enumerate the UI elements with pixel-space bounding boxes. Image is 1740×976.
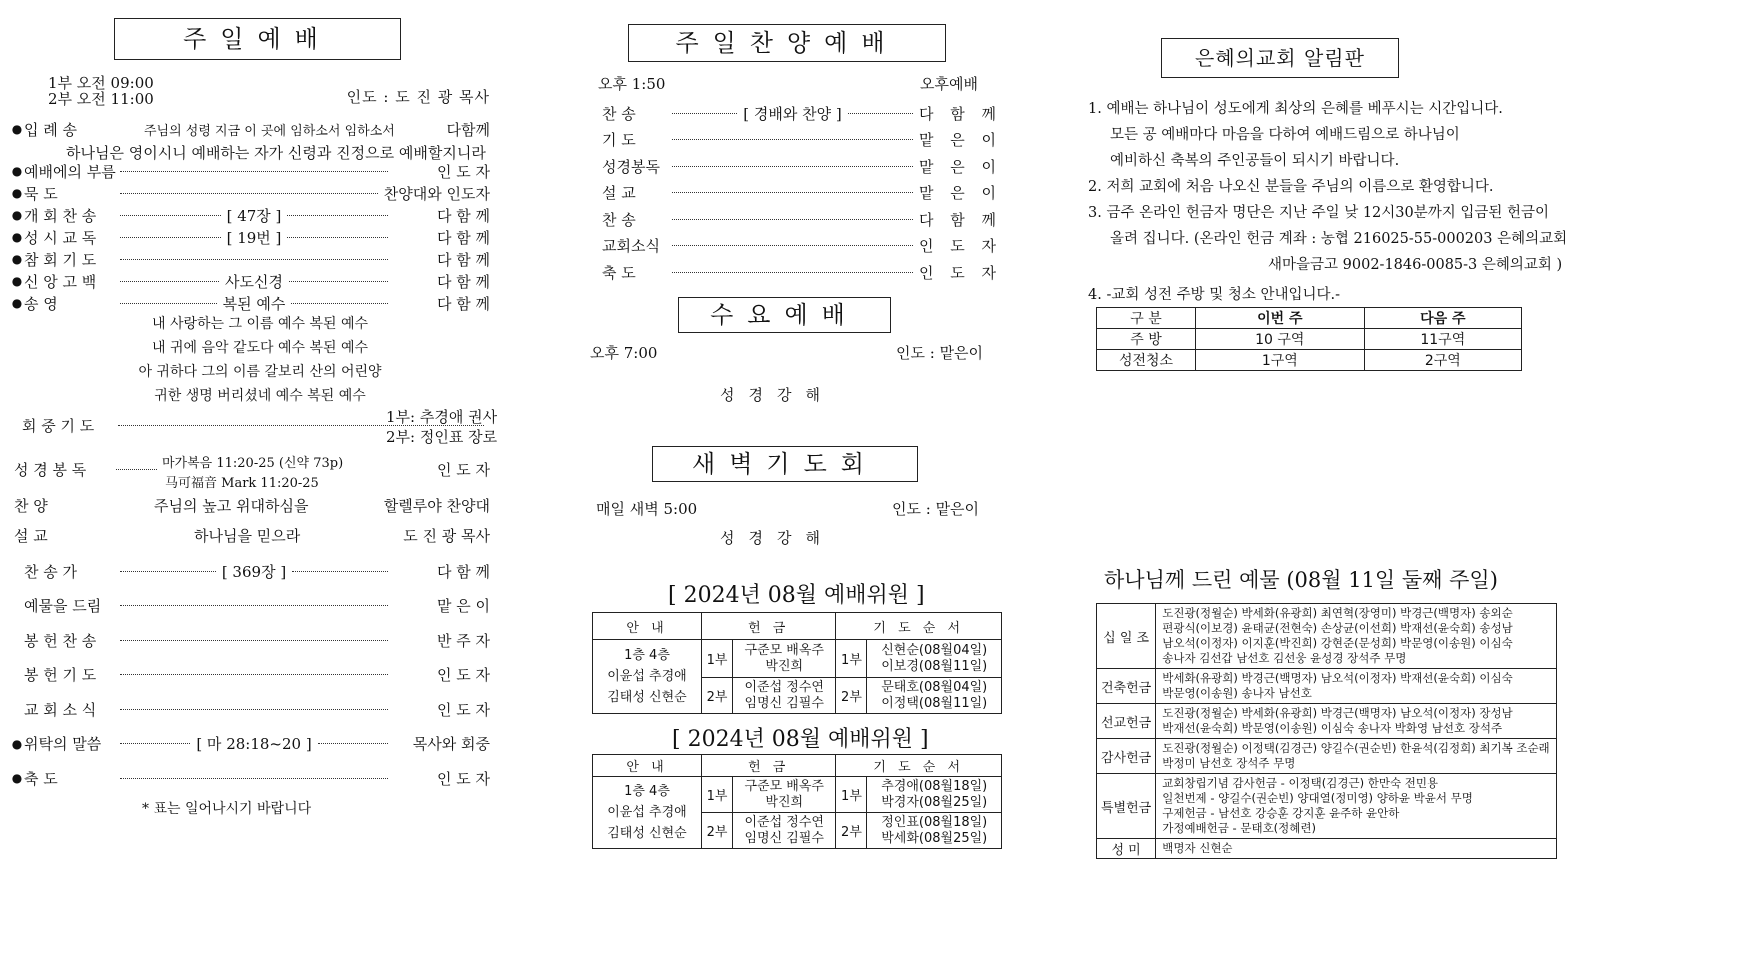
liturgy-who: 다 함 께	[437, 294, 491, 313]
leader-dots	[120, 743, 190, 744]
liturgy-label: 찬 송 가	[24, 562, 78, 581]
sermon-who: 도 진 광 목사	[403, 526, 490, 545]
liturgy-label: 송 영	[24, 294, 58, 313]
anthem-label: 찬 양	[14, 496, 48, 515]
liturgy-who: 다 함 께	[437, 206, 491, 225]
offering-line: 임명신 김필수	[744, 695, 824, 711]
offering-category: 특별헌금	[1097, 774, 1156, 839]
liturgy-who: 인 도 자	[436, 666, 490, 684]
offering-cell	[733, 777, 836, 813]
reading-who: 인 도 자	[436, 460, 490, 479]
prayer-cell	[867, 678, 1002, 714]
afternoon-who: 맡 은 이	[918, 184, 1002, 202]
cleaning-header-next-week: 다음 주	[1364, 308, 1521, 329]
offering-name-line: 남오석(이정자) 이지훈(박진희) 강현준(문성희) 박문영(이송원) 이심숙	[1162, 636, 1513, 650]
offering-row	[1097, 839, 1557, 859]
lyric-line: 내 사랑하는 그 이름 예수 복된 예수	[151, 316, 369, 332]
entrance-label: 입 례 송	[24, 120, 78, 139]
prayer-who-1: 1부: 추경애 권사	[386, 408, 498, 426]
leader-dots	[120, 171, 388, 172]
offering-line: 박진희	[765, 658, 804, 674]
guide-line: 김태성 신현순	[607, 826, 687, 841]
lyric-line: 귀한 생명 버리셨네 예수 복된 예수	[154, 388, 366, 404]
liturgy-who: 반 주 자	[436, 631, 490, 650]
prayer-cell	[867, 777, 1002, 813]
leader-dots	[287, 237, 388, 238]
afternoon-kind: 오후예배	[920, 75, 978, 93]
offering-line: 구준모 배옥주	[744, 642, 824, 658]
doxology-lyrics	[0, 312, 520, 408]
dawn-leader: 인도 : 맡은이	[892, 500, 980, 518]
afternoon-column	[580, 0, 1020, 976]
liturgy-who: 찬양대와 인도자	[383, 184, 490, 203]
wednesday-content: 성경강해	[720, 386, 834, 404]
guide-cell	[593, 777, 702, 849]
guide-line: 이윤섭 추경애	[607, 805, 687, 820]
liturgy-row	[10, 664, 490, 686]
cleaning-cell: 1구역	[1196, 350, 1365, 371]
part-cell: 2부	[836, 813, 867, 849]
offering-category: 성 미	[1097, 839, 1156, 859]
leader-dots	[291, 303, 388, 304]
leader-dots	[120, 215, 221, 216]
stand-marker: ●	[11, 186, 23, 200]
offering-names	[1156, 739, 1556, 774]
cleaning-cell: 11구역	[1364, 329, 1521, 350]
leader-dots	[848, 113, 913, 114]
offering-name-line: 송나자 김선갑 남선호 김선웅 윤성경 장석주 무명	[1162, 651, 1407, 665]
liturgy-label: 교 회 소 식	[24, 700, 97, 719]
liturgy-label: 개 회 찬 송	[24, 206, 97, 225]
liturgy-row	[10, 182, 490, 204]
stand-marker: ●	[11, 274, 23, 288]
offering-name-line: 백명자 신현순	[1162, 841, 1233, 855]
liturgy-row	[10, 226, 490, 248]
wednesday-title: 수요예배	[678, 297, 891, 333]
offering-name-line: 박정미 남선호 장석주 무명	[1162, 756, 1296, 770]
liturgy-list-2	[10, 560, 490, 790]
stand-marker: ●	[11, 122, 23, 136]
prayer-line: 추경애(08월18일)	[881, 778, 988, 794]
afternoon-label: 기 도	[602, 131, 636, 149]
leader-dots	[287, 215, 388, 216]
header-prayer: 기 도 순 서	[836, 755, 1002, 777]
entrance-hymn: 주님의 성령 지금 이 곳에 임하소서 임하소서	[144, 123, 395, 139]
sermon-label: 설 교	[14, 526, 48, 545]
liturgy-row	[10, 270, 490, 292]
leader-dots	[672, 166, 913, 167]
anthem-who: 할렐루야 찬양대	[383, 496, 490, 515]
prayer-who-2: 2부: 정인표 장로	[386, 428, 498, 446]
liturgy-who: 다 함 께	[436, 562, 490, 581]
footnote: * 표는 일어나시기 바랍니다	[142, 801, 312, 817]
cleaning-header-category: 구 분	[1097, 308, 1196, 329]
liturgy-who: 다 함 께	[436, 250, 490, 269]
liturgy-label: 성 시 교 독	[24, 228, 97, 247]
liturgy-center: [ 47장 ]	[226, 206, 282, 225]
cleaning-header-this-week: 이번 주	[1196, 308, 1365, 329]
offering-category: 건축헌금	[1097, 669, 1156, 704]
afternoon-label: 성경봉독	[602, 157, 660, 176]
part-cell: 2부	[836, 678, 867, 714]
reading-ref-2: 马可福音 Mark 11:20-25	[165, 476, 319, 491]
header-prayer: 기 도 순 서	[836, 613, 1002, 640]
afternoon-label: 교회소식	[602, 237, 660, 255]
leader-dots	[120, 605, 388, 606]
offering-name-line: 도진광(정월순) 박세화(유광희) 박경근(백명자) 남오석(이정자) 장성남	[1162, 706, 1513, 720]
offering-line: 이준섭 정수연	[744, 814, 824, 830]
guide-line: 김태성 신현순	[607, 690, 687, 705]
stand-marker: ●	[11, 208, 23, 222]
liturgy-label: 묵 도	[24, 184, 58, 203]
prayer-line: 정인표(08월18일)	[881, 814, 988, 830]
offering-name-line: 도진광(정월순) 박세화(유광희) 최연혁(장영미) 박경근(백명자) 송외순	[1162, 606, 1513, 620]
offering-name-line: 일천번제 - 양길수(권순빈) 양대열(정미영) 양하윤 박윤서 무명	[1162, 791, 1473, 805]
notice-line: 2. 저희 교회에 처음 나오신 분들을 주님의 이름으로 환영합니다.	[1088, 179, 1494, 195]
notice-line: 3. 금주 온라인 헌금자 명단은 지난 주일 낮 12시30분까지 입금된 헌금이	[1088, 205, 1550, 221]
afternoon-who: 다 함 께	[918, 210, 1002, 229]
offering-names	[1156, 774, 1556, 839]
prayer-line: 박세화(08월25일)	[881, 830, 988, 846]
notice-line: 모든 공 예배마다 마음을 다하여 예배드림으로 하나님이	[1110, 127, 1460, 143]
liturgy-center: [ 19번 ]	[226, 228, 282, 247]
offering-names	[1156, 669, 1556, 704]
afternoon-row	[602, 208, 1002, 230]
stand-marker: ●	[11, 771, 23, 785]
committee-table-1	[592, 612, 1002, 714]
header-guide: 안 내	[593, 613, 702, 640]
liturgy-row	[10, 160, 490, 182]
notice-list	[1088, 96, 1568, 308]
offering-name-line: 가정예배헌금 - 문태호(정혜련)	[1162, 821, 1316, 835]
leader-dots	[292, 571, 388, 572]
offering-line: 임명신 김필수	[744, 830, 824, 846]
leader-dots	[672, 139, 913, 140]
afternoon-liturgy	[602, 102, 1002, 292]
stand-marker: ●	[11, 230, 23, 244]
liturgy-who: 목사와 회중	[412, 735, 491, 753]
afternoon-row	[602, 155, 1002, 177]
offering-name-line: 박세화(유광희) 박경근(백명자) 남오석(이정자) 박재선(윤숙희) 이심숙	[1162, 671, 1513, 685]
header-offering: 헌 금	[702, 755, 836, 777]
offering-name-line: 교회창립기념 감사헌금 - 이정택(김경근) 한만숙 전민용	[1162, 776, 1439, 790]
leader-dots	[672, 113, 737, 114]
leader-dots	[672, 192, 913, 193]
liturgy-label: 참 회 기 도	[24, 250, 97, 269]
notice-line: 올려 집니다. (온라인 헌금 계좌 : 농협 216025-55-000203 은혜의교회	[1110, 231, 1568, 247]
reading-ref-1: 마가복음 11:20-25 (신약 73p)	[158, 452, 347, 471]
prayer-cell	[867, 813, 1002, 849]
liturgy-row	[10, 204, 490, 226]
leader-dots	[120, 237, 221, 238]
part-cell: 1부	[836, 640, 867, 678]
offering-row	[1097, 739, 1557, 774]
sermon-row	[14, 524, 490, 546]
liturgy-row	[10, 292, 490, 314]
sermon-title: 하나님을 믿으라	[194, 526, 301, 545]
anthem-title: 주님의 높고 위대하심을	[154, 496, 309, 515]
notice-board-title: 은혜의교회 알림판	[1161, 38, 1399, 78]
prayer-cell	[867, 640, 1002, 678]
liturgy-row	[10, 767, 490, 789]
leader-dots	[120, 709, 388, 710]
dawn-title: 새벽기도회	[652, 446, 918, 482]
offering-report-title: 하나님께 드린 예물 (08월 11일 둘째 주일)	[1104, 568, 1498, 592]
scripture-verse: 하나님은 영이시니 예배하는 자가 신령과 진정으로 예배할지니라	[66, 144, 486, 162]
offering-line: 구준모 배옥주	[744, 778, 824, 794]
offering-row	[1097, 704, 1557, 739]
leader-dots	[120, 303, 217, 304]
leader-dots	[318, 743, 388, 744]
header-offering: 헌 금	[702, 613, 836, 640]
afternoon-row	[602, 182, 1002, 204]
offering-cell	[733, 678, 836, 714]
lyric-line: 내 귀에 음악 같도다 예수 복된 예수	[151, 340, 369, 356]
service-leader: 인도 : 도 진 광 목사	[346, 88, 490, 106]
leader-dots	[672, 245, 913, 246]
part-cell: 1부	[836, 777, 867, 813]
wednesday-leader: 인도 : 맡은이	[896, 344, 984, 362]
afternoon-label: 설 교	[602, 184, 636, 202]
liturgy-label: 위탁의 말씀	[24, 735, 102, 753]
afternoon-row	[602, 129, 1002, 151]
sunday-service-column	[0, 0, 520, 976]
reading-label: 성 경 봉 독	[14, 460, 87, 479]
liturgy-row	[10, 595, 490, 617]
afternoon-service-title: 주일찬양예배	[628, 24, 946, 62]
liturgy-row	[10, 733, 490, 755]
stand-marker: ●	[11, 164, 23, 178]
offering-names	[1156, 704, 1556, 739]
liturgy-label: 예물을 드림	[24, 597, 102, 615]
wednesday-time: 오후 7:00	[590, 344, 658, 362]
afternoon-row	[602, 261, 1002, 283]
liturgy-center: 복된 예수	[222, 294, 286, 313]
liturgy-who: 다 함 께	[437, 228, 491, 247]
notice-column	[1080, 0, 1568, 976]
prayer-label: 회 중 기 도	[22, 416, 95, 435]
leader-dots	[672, 272, 913, 273]
liturgy-row	[10, 560, 490, 582]
committee-title-1: [ 2024년 08월 예배위원 ]	[668, 583, 925, 608]
afternoon-who: 맡 은 이	[918, 157, 1002, 176]
offering-names	[1156, 604, 1556, 669]
offering-category: 선교헌금	[1097, 704, 1156, 739]
service-time-2: 2부 오전 11:00	[48, 90, 154, 108]
prayer-line: 이보경(08월11일)	[881, 658, 988, 674]
liturgy-who: 맡 은 이	[436, 597, 490, 615]
offering-row	[1097, 669, 1557, 704]
part-cell: 1부	[702, 777, 733, 813]
stand-marker: ●	[11, 736, 23, 751]
liturgy-label: 축 도	[24, 769, 58, 788]
notice-line: 4. -교회 성전 주방 및 청소 안내입니다.-	[1088, 287, 1340, 303]
liturgy-who: 인 도 자	[436, 769, 490, 788]
afternoon-label: 찬 송	[602, 210, 636, 229]
leader-dots	[120, 571, 216, 572]
offering-name-line: 편광식(이보경) 윤태균(전현숙) 손상균(이선희) 박재선(윤숙희) 송성남	[1162, 621, 1513, 635]
part-cell: 2부	[702, 813, 733, 849]
guide-line: 이윤섭 추경애	[607, 669, 687, 684]
liturgy-who: 인 도 자	[436, 700, 490, 719]
part-cell: 2부	[702, 678, 733, 714]
notice-line: 1. 예배는 하나님이 성도에게 최상의 은혜를 베푸시는 시간입니다.	[1088, 101, 1503, 117]
afternoon-who: 인 도 자	[918, 263, 1002, 282]
offering-name-line: 구제헌금 - 남선호 강승훈 강지훈 윤주하 윤안하	[1162, 806, 1400, 820]
cleaning-cell: 10 구역	[1196, 329, 1365, 350]
offering-row	[1097, 774, 1557, 839]
liturgy-row	[10, 698, 490, 720]
service-time-1: 1부 오전 09:00	[48, 74, 154, 92]
sunday-service-title: 주일예배	[114, 18, 401, 60]
leader-dots	[672, 219, 913, 220]
afternoon-who: 다 함 께	[919, 104, 1003, 123]
offering-category: 감사헌금	[1097, 739, 1156, 774]
leader-dots	[120, 778, 388, 779]
afternoon-label: 찬 송	[602, 104, 636, 123]
prayer-line: 신현순(08월04일)	[881, 642, 988, 658]
leader-dots	[289, 281, 388, 282]
liturgy-center: [ 마 28:18~20 ]	[196, 735, 312, 753]
liturgy-label: 예배에의 부름	[24, 162, 116, 181]
anthem-row	[14, 494, 490, 516]
liturgy-center: [ 369장 ]	[221, 562, 287, 581]
entrance-who: 다함께	[446, 120, 490, 139]
afternoon-label: 축 도	[602, 263, 636, 282]
offering-table	[1096, 603, 1557, 859]
cleaning-cell: 성전청소	[1097, 350, 1196, 371]
prayer-line: 이정택(08월11일)	[881, 695, 988, 711]
liturgy-row	[10, 248, 490, 270]
liturgy-center: 사도신경	[225, 272, 283, 291]
dawn-time: 매일 새벽 5:00	[596, 500, 698, 518]
header-guide: 안 내	[593, 755, 702, 777]
afternoon-time: 오후 1:50	[598, 75, 666, 93]
offering-category: 십 일 조	[1097, 604, 1156, 669]
lyric-line: 아 귀하다 그의 이름 갈보리 산의 어린양	[138, 364, 382, 380]
committee-title-2: [ 2024년 08월 예배위원 ]	[672, 727, 929, 752]
cleaning-cell: 주 방	[1097, 329, 1196, 350]
liturgy-who: 다 함 께	[436, 272, 490, 291]
afternoon-row	[602, 235, 1002, 257]
offering-name-line: 박문영(이송원) 송나자 남선호	[1162, 686, 1312, 700]
afternoon-row	[602, 102, 1002, 124]
stand-marker: ●	[11, 252, 23, 266]
notice-line: 새마을금고 9002-1846-0085-3 은혜의교회 )	[1268, 257, 1563, 273]
liturgy-who: 인 도 자	[436, 162, 490, 181]
entrance-row	[10, 118, 490, 140]
cleaning-cell: 2구역	[1364, 350, 1521, 371]
afternoon-center: [ 경배와 찬양 ]	[743, 104, 842, 123]
offering-line: 이준섭 정수연	[744, 679, 824, 695]
offering-cell	[733, 813, 836, 849]
offering-names	[1156, 839, 1556, 859]
guide-line: 1층 4층	[624, 784, 670, 799]
liturgy-row	[10, 629, 490, 651]
stand-marker: ●	[11, 296, 23, 310]
guide-line: 1층 4층	[624, 648, 670, 663]
leader-dots	[120, 259, 388, 260]
offering-row	[1097, 604, 1557, 669]
guide-cell	[593, 640, 702, 714]
prayer-line: 박경자(08월25일)	[881, 794, 988, 810]
liturgy-list	[10, 160, 490, 320]
notice-line: 예비하신 축복의 주인공들이 되시기 바랍니다.	[1110, 153, 1400, 169]
afternoon-who: 인 도 자	[918, 237, 1002, 255]
offering-line: 박진희	[765, 794, 804, 810]
leader-dots	[120, 193, 378, 194]
offering-name-line: 박재선(윤숙희) 박문영(이송원) 이심숙 송나자 박화영 남선호 장석주	[1162, 721, 1503, 735]
leader-dots	[120, 640, 388, 641]
leader-dots	[120, 674, 388, 675]
liturgy-label: 봉 헌 찬 송	[24, 631, 97, 650]
committee-table-2	[592, 754, 1002, 849]
offering-name-line: 도진광(정월순) 이정택(김경근) 양길수(권순빈) 한윤석(김정희) 최기복 조순래	[1162, 741, 1550, 755]
afternoon-who: 맡 은 이	[918, 131, 1002, 149]
part-cell: 1부	[702, 640, 733, 678]
cleaning-table	[1096, 307, 1522, 371]
liturgy-label: 신 앙 고 백	[24, 272, 97, 291]
offering-cell	[733, 640, 836, 678]
leader-dots	[120, 281, 219, 282]
liturgy-label: 봉 헌 기 도	[24, 666, 97, 684]
prayer-line: 문태호(08월04일)	[881, 679, 988, 695]
dawn-content: 성경강해	[720, 529, 834, 547]
